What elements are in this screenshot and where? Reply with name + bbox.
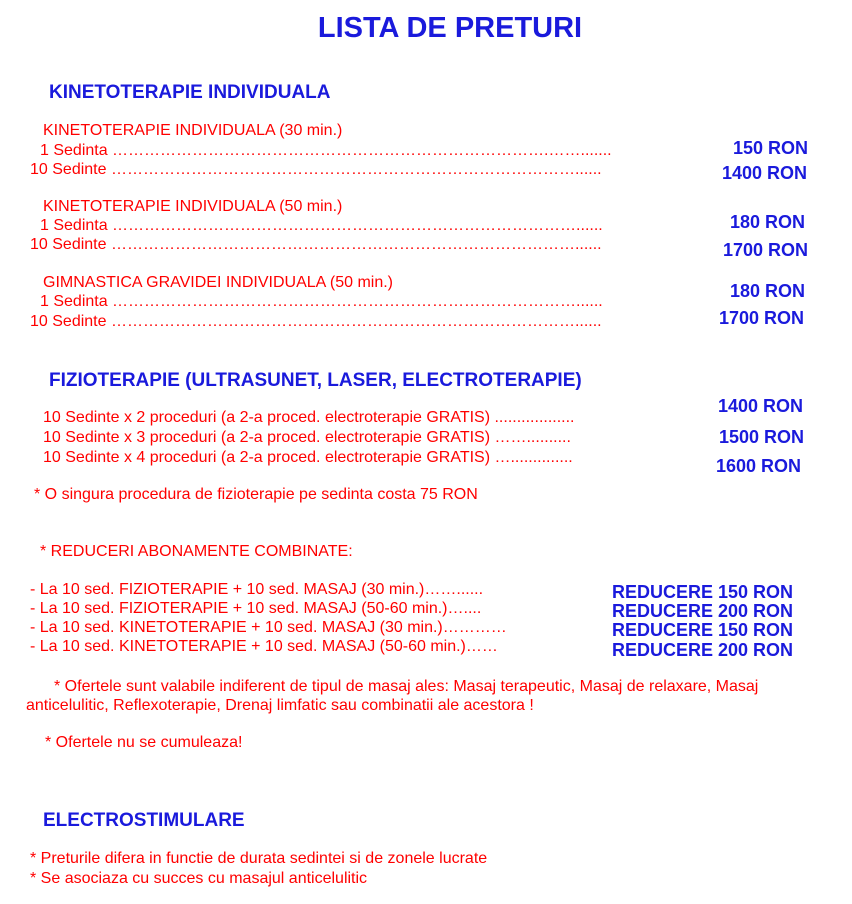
electro-note: * Preturile difera in functie de durata sedintei si de zonele lucrate	[30, 850, 488, 867]
section-heading-electrostimulare: ELECTROSTIMULARE	[43, 810, 245, 831]
combo-row-label: - La 10 sed. KINETOTERAPIE + 10 sed. MASAJ (30 min.)…………	[30, 619, 507, 636]
price-row-label: 10 Sedinte x 4 proceduri (a 2-a proced. electroterapie GRATIS) …..............	[43, 449, 573, 466]
combo-row-value: REDUCERE 200 RON	[612, 640, 794, 660]
price-row-label: 10 Sedinte ……………………………………………………………………………......	[30, 236, 602, 253]
section-heading-fizioterapie: FIZIOTERAPIE (ULTRASUNET, LASER, ELECTROTERAPIE)	[49, 370, 582, 391]
price-row-label: 1 Sedinta ……………………………………………………………………………......	[40, 293, 603, 310]
price-value: 180 RON	[730, 281, 806, 301]
price-value: 150 RON	[733, 138, 809, 158]
price-row-label: 10 Sedinte x 2 proceduri (a 2-a proced. electroterapie GRATIS) ..................	[43, 409, 575, 426]
price-value: 1500 RON	[719, 427, 805, 447]
offer-note-nocumul: * Ofertele nu se cumuleaza!	[45, 734, 243, 751]
combo-row-label: - La 10 sed. KINETOTERAPIE + 10 sed. MASAJ (50-60 min.)……	[30, 638, 498, 655]
price-row-label: 1 Sedinta ……………………………………………………………………….…….......	[40, 142, 612, 159]
group-name: KINETOTERAPIE INDIVIDUALA (50 min.)	[43, 198, 343, 215]
page-title: LISTA DE PRETURI	[317, 12, 583, 44]
price-value: 180 RON	[730, 212, 806, 232]
price-row-label: 10 Sedinte ……………………………………………………………………………......	[30, 313, 602, 330]
price-value: 1600 RON	[716, 456, 802, 476]
combo-row-value: REDUCERE 150 RON	[612, 620, 794, 640]
group-name: GIMNASTICA GRAVIDEI INDIVIDUALA (50 min.)	[43, 274, 393, 291]
combo-row-label: - La 10 sed. FIZIOTERAPIE + 10 sed. MASAJ (50-60 min.)…....	[30, 600, 482, 617]
combo-row-value: REDUCERE 150 RON	[612, 582, 794, 602]
price-row-label: 10 Sedinte ……………………………………………………………………………......	[30, 161, 602, 178]
price-row-label: 10 Sedinte x 3 proceduri (a 2-a proced. electroterapie GRATIS) ……..........	[43, 429, 571, 446]
price-value: 1700 RON	[719, 308, 805, 328]
group-name: KINETOTERAPIE INDIVIDUALA (30 min.)	[43, 122, 343, 139]
section-heading-reduceri: * REDUCERI ABONAMENTE COMBINATE:	[40, 543, 353, 560]
offer-note: * Ofertele sunt valabile indiferent de tipul de masaj ales: Masaj terapeutic, Masaj de relaxare, Masaj anticelulitic, Reflexoterapie, Drenaj limfatic sau combinatii ale acestora !	[26, 678, 759, 714]
fizio-note: * O singura procedura de fizioterapie pe sedinta costa 75 RON	[34, 486, 478, 503]
price-row-label: 1 Sedinta ……………………………………………………………………………......	[40, 217, 603, 234]
combo-row-label: - La 10 sed. FIZIOTERAPIE + 10 sed. MASAJ (30 min.)……......	[30, 581, 484, 598]
price-value: 1400 RON	[718, 396, 804, 416]
combo-row-value: REDUCERE 200 RON	[612, 601, 794, 621]
price-value: 1400 RON	[722, 163, 808, 183]
electro-note: * Se asociaza cu succes cu masajul anticelulitic	[30, 870, 368, 887]
price-value: 1700 RON	[723, 240, 809, 260]
section-heading-kinetoterapie: KINETOTERAPIE INDIVIDUALA	[49, 82, 331, 103]
